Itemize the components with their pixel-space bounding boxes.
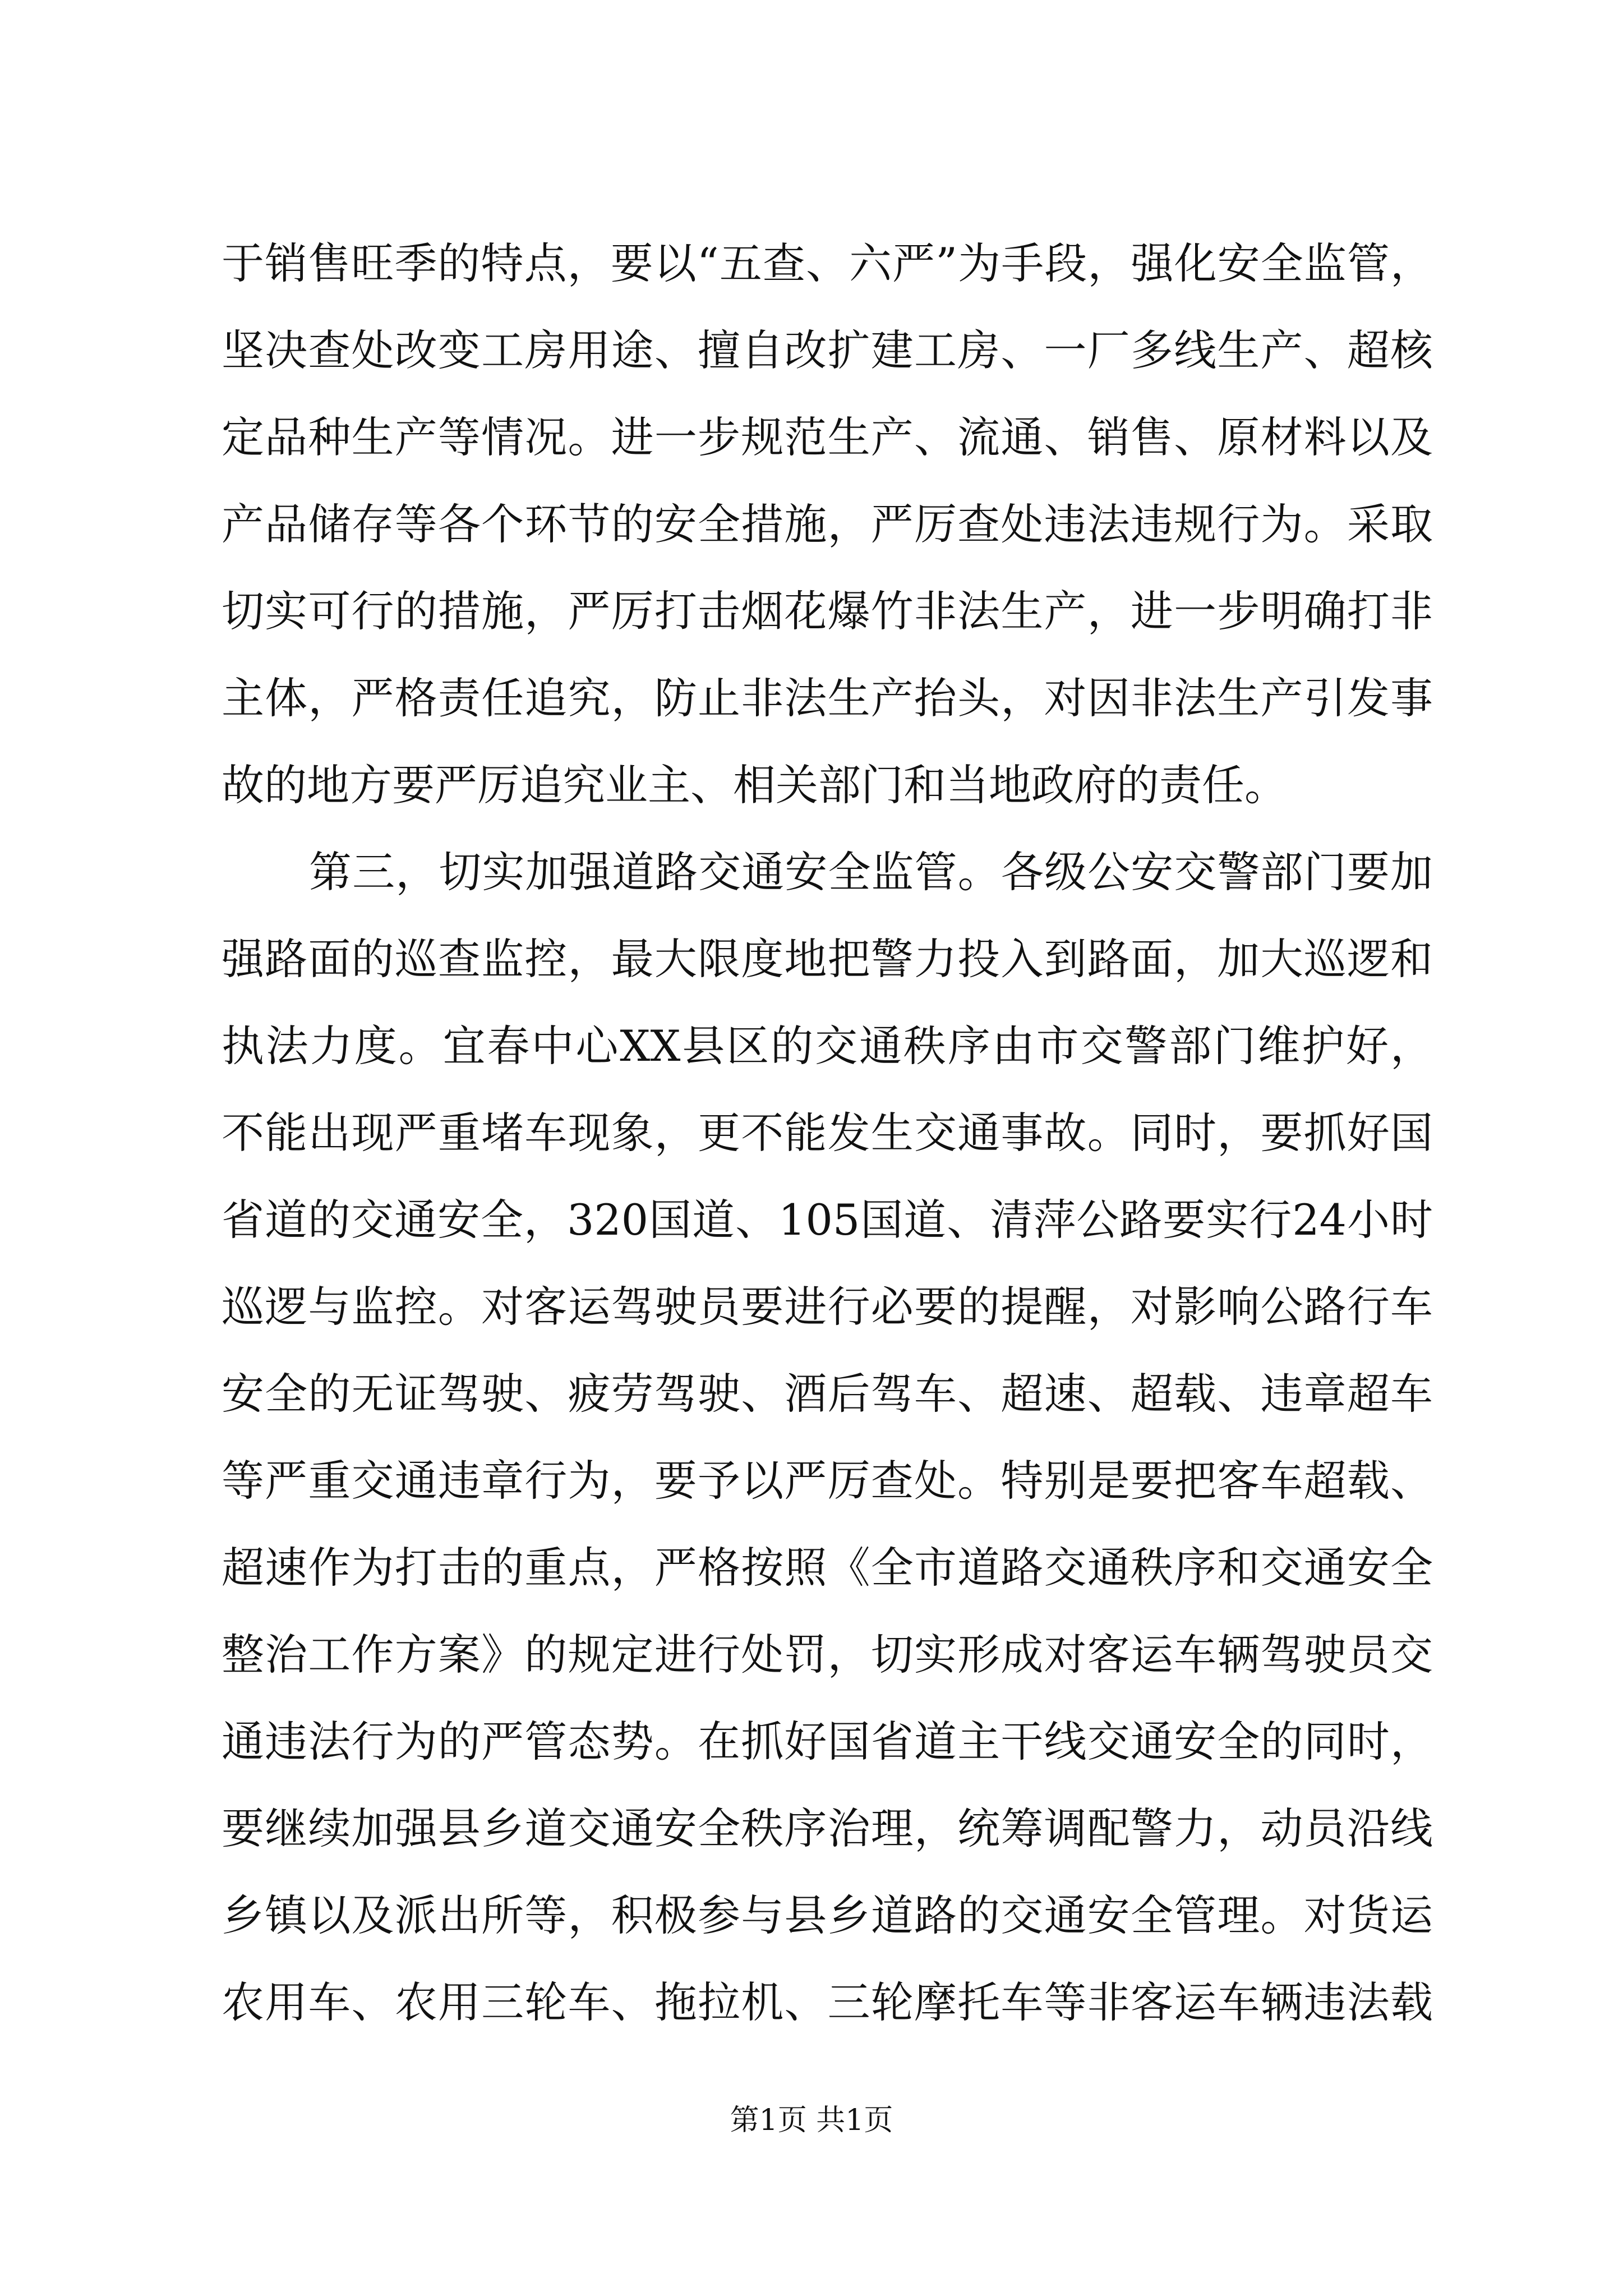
- text-line: 执法力度。宜春中心XX县区的交通秩序由市交警部门维护好，: [222, 1021, 1433, 1071]
- text-line: 切实可行的措施，严厉打击烟花爆竹非法生产，进一步明确打非: [222, 586, 1433, 636]
- text-line: 等严重交通违章行为，要予以严厉查处。特别是要把客车超载、: [222, 1456, 1433, 1506]
- text-line: 故的地方要严厉追究业主、相关部门和当地政府的责任。: [222, 760, 1287, 810]
- text-line: 不能出现严重堵车现象，更不能发生交通事故。同时，要抓好国: [222, 1108, 1433, 1158]
- text-line: 省道的交通安全，320国道、105国道、清萍公路要实行24小时: [222, 1195, 1433, 1245]
- body-text: [222, 220, 1433, 2046]
- text-line: 巡逻与监控。对客运驾驶员要进行必要的提醒，对影响公路行车: [222, 1282, 1433, 1332]
- text-line: 于销售旺季的特点，要以“五查、六严”为手段，强化安全监管，: [222, 238, 1433, 288]
- page-number-footer: 第1页 共1页: [730, 2104, 893, 2137]
- text-line: 要继续加强县乡道交通安全秩序治理，统筹调配警力，动员沿线: [222, 1803, 1433, 1853]
- text-line: 强路面的巡查监控，最大限度地把警力投入到路面，加大巡逻和: [222, 934, 1433, 984]
- text-line: 农用车、农用三轮车、拖拉机、三轮摩托车等非客运车辆违法载: [222, 1977, 1433, 2027]
- text-line: 整治工作方案》的规定进行处罚，切实形成对客运车辆驾驶员交: [222, 1630, 1433, 1680]
- text-line: 通违法行为的严管态势。在抓好国省道主干线交通安全的同时，: [222, 1717, 1433, 1766]
- text-line: 超速作为打击的重点，严格按照《全市道路交通秩序和交通安全: [222, 1543, 1433, 1593]
- text-line: 主体，严格责任追究，防止非法生产抬头，对因非法生产引发事: [222, 673, 1433, 723]
- text-line: 坚决查处改变工房用途、擅自改扩建工房、一厂多线生产、超核: [222, 325, 1433, 375]
- paragraph-start-line: 第三，切实加强道路交通安全监管。各级公安交警部门要加: [309, 847, 1433, 897]
- text-line: 乡镇以及派出所等，积极参与县乡道路的交通安全管理。对货运: [222, 1890, 1433, 1940]
- text-line: 定品种生产等情况。进一步规范生产、流通、销售、原材料以及: [222, 412, 1433, 462]
- text-line: 安全的无证驾驶、疲劳驾驶、酒后驾车、超速、超载、违章超车: [222, 1369, 1433, 1419]
- text-line: 产品储存等各个环节的安全措施，严厉查处违法违规行为。采取: [222, 499, 1433, 549]
